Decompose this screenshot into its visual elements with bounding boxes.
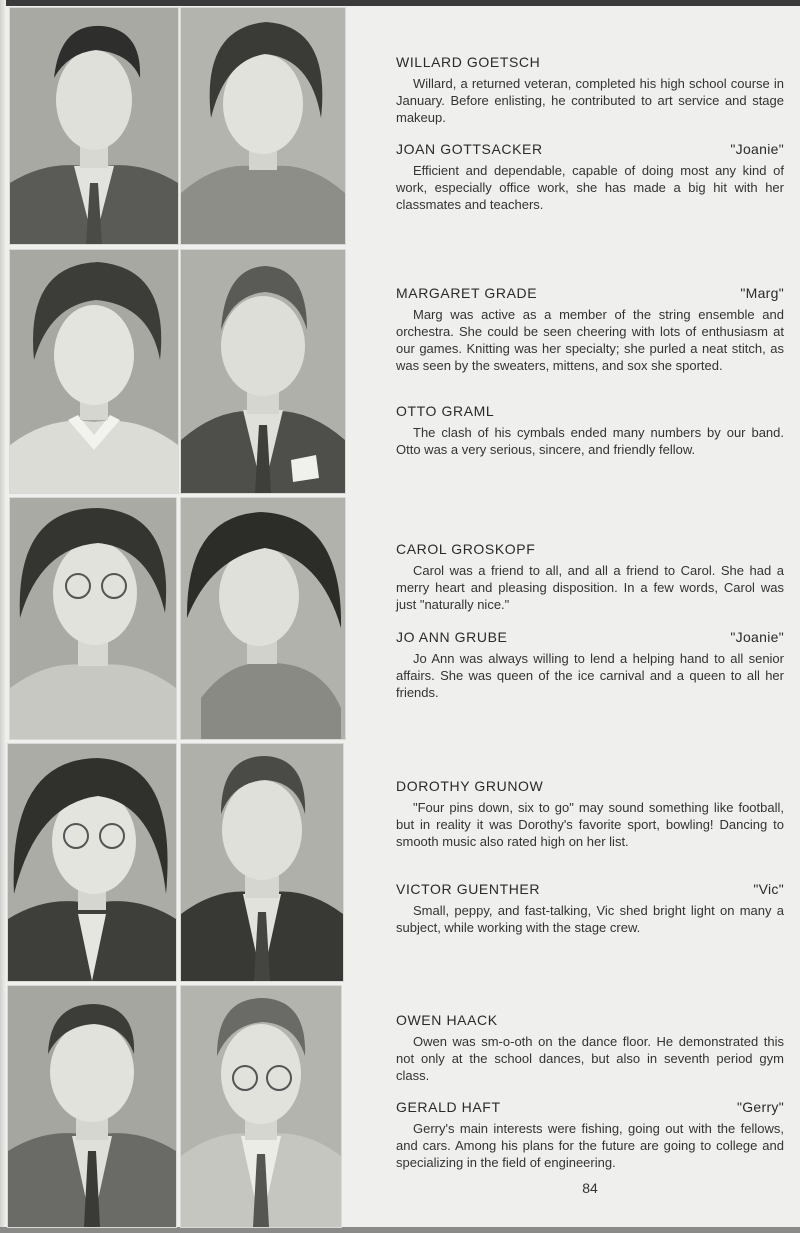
student-nickname: "Joanie" — [730, 141, 784, 157]
student-name: GERALD HAFT — [396, 1099, 501, 1115]
student-name: CAROL GROSKOPF — [396, 541, 536, 557]
student-name: JO ANN GRUBE — [396, 629, 508, 645]
portrait-willard-goetsch — [9, 7, 179, 245]
entry-owen-haack — [396, 1012, 784, 1084]
student-description: The clash of his cymbals ended many numbers by our band. Otto was a very serious, sincere, and friendly fellow. — [396, 425, 784, 457]
student-description: "Four pins down, six to go" may sound something like football, but in reality it was Dorothy's favorite sport, bowling! Dancing to smooth music also rated high on her list. — [396, 800, 784, 849]
student-name: MARGARET GRADE — [396, 285, 538, 301]
student-description: Efficient and dependable, capable of doing most any kind of work, especially office work, she has made a big hit with her classmates and teachers. — [396, 163, 784, 212]
portrait-otto-graml — [180, 249, 346, 494]
portrait-carol-groskopf — [9, 497, 177, 740]
entry-willard-goetsch — [396, 54, 784, 126]
portrait-dorothy-grunow — [7, 743, 177, 982]
student-description: Jo Ann was always willing to lend a helping hand to all senior affairs. She was queen of the ice carnival and a queen to all her friends. — [396, 651, 784, 700]
student-nickname: "Gerry" — [736, 1099, 784, 1115]
student-description: Owen was sm-o-oth on the dance floor. He demonstrated this not only at the school dances, but also in seventh period gym class. — [396, 1034, 784, 1083]
entry-dorothy-grunow — [396, 778, 784, 850]
entry-gerald-haft — [396, 1099, 784, 1171]
student-nickname: "Joanie" — [730, 629, 784, 645]
student-nickname: "Marg" — [740, 285, 784, 301]
student-name: JOAN GOTTSACKER — [396, 141, 543, 157]
entry-victor-guenther — [396, 881, 784, 936]
portrait-owen-haack — [7, 985, 177, 1228]
student-description: Gerry's main interests were fishing, going out with the fellows, and cars. Among his plans for the future are going to college and specializing in the field of engineering. — [396, 1121, 784, 1170]
portrait-margaret-grade — [9, 249, 179, 494]
student-description: Carol was a friend to all, and all a friend to Carol. She had a merry heart and pleasing disposition. In a few words, Carol was just "naturally nice." — [396, 563, 784, 612]
student-name: OWEN HAACK — [396, 1012, 498, 1028]
entry-otto-graml — [396, 403, 784, 458]
portrait-joan-gottsacker — [180, 7, 346, 245]
page-top-edge — [0, 0, 800, 6]
entry-carol-groskopf — [396, 541, 784, 613]
student-name: DOROTHY GRUNOW — [396, 778, 544, 794]
page-number: 84 — [582, 1180, 598, 1196]
entry-jo-ann-grube — [396, 629, 784, 701]
student-name: OTTO GRAML — [396, 403, 495, 419]
portrait-jo-ann-grube — [180, 497, 346, 740]
page-binding-shadow — [0, 0, 6, 1233]
student-name: WILLARD GOETSCH — [396, 54, 541, 70]
student-description: Marg was active as a member of the string ensemble and orchestra. She could be seen cheering with lots of enthusiasm at our games. Knitting was her specialty; she purled a neat stitch, as was seen by the sweaters, mittens, and sox she sported. — [396, 307, 784, 373]
student-description: Small, peppy, and fast-talking, Vic shed bright light on many a subject, while working with the stage crew. — [396, 903, 784, 935]
portrait-gerald-haft — [180, 985, 342, 1228]
student-description: Willard, a returned veteran, completed his high school course in January. Before enlisting, he contributed to art service and stage makeup. — [396, 76, 784, 125]
student-name: VICTOR GUENTHER — [396, 881, 541, 897]
portrait-victor-guenther — [180, 743, 344, 982]
student-nickname: "Vic" — [753, 881, 784, 897]
entry-joan-gottsacker — [396, 141, 784, 213]
entry-margaret-grade — [396, 285, 784, 374]
